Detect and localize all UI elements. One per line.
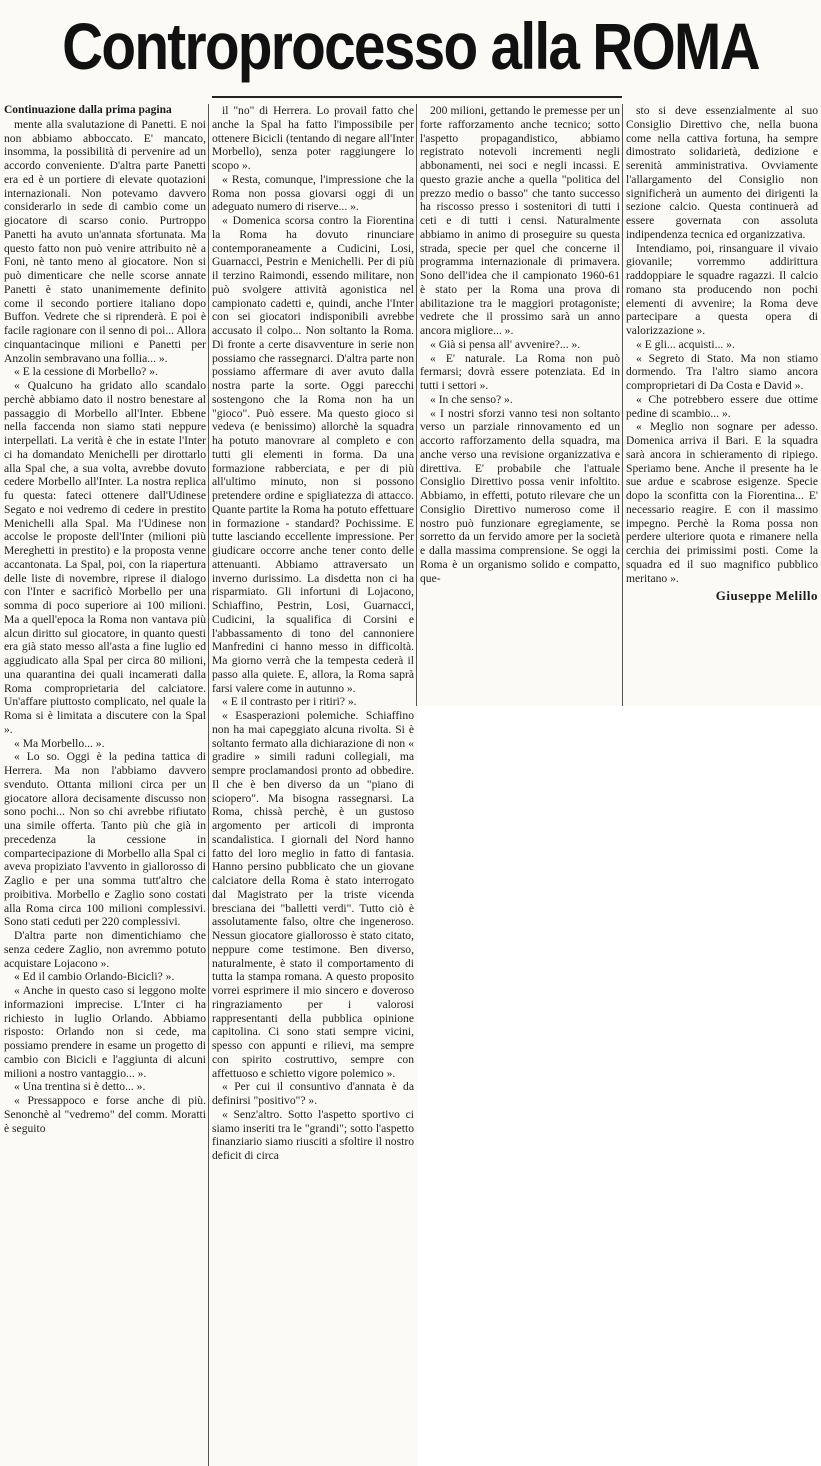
article-paragraph: Intendiamo, poi, rinsanguare il vivaio giovanile; vorremmo addirittura raddoppiare le squadre ragazzi. Il calcio romano sta producendo non pochi elementi di avvenire; la Roma deve partecipare a questa opera di valorizzazione ». bbox=[626, 241, 818, 337]
column-separator bbox=[208, 104, 209, 1466]
article-paragraph: sto si deve essenzialmente al suo Consiglio Direttivo che, nella buona come nella cattiva fortuna, ha sempre dimostrato solidarietà, dedizione e serenità amministrativa. Ovviamente l'allargamento del Consiglio non significherà un aumento dei dirigenti la sezione calcio. Questa continuerà ad essere governata con assoluta indipendenza tecnica ed organizzativa. bbox=[626, 104, 818, 241]
article-column-1 bbox=[4, 104, 206, 1466]
column-1-body bbox=[4, 118, 206, 1136]
article-paragraph: « Resta, comunque, l'impressione che la Roma non possa giovarsi oggi di un adeguato numero di riserve... ». bbox=[212, 172, 414, 214]
article-paragraph: « Anche in questo caso si leggono molte informazioni imprecise. L'Inter ci ha richiesto in luglio Orlando. Abbiamo risposto: Orlando non si cede, ma possiamo prendere in esame un progetto di cambio con Bicicli e l'aggiunta di alcuni milioni a nostro vantaggio... ». bbox=[4, 984, 206, 1080]
article-paragraph: « Esasperazioni polemiche. Schiaffino non ha mai capeggiato alcuna rivolta. Si è soltanto fermato alla dichiarazione di non « gradire » simili raduni collegiali, ma sempre proclamandosi pronto ad obbedire. Il che è ben diverso da un "piano di sciopero". Ma bisogna rassegnarsi. La Roma, chissà perchè, è un gustoso argomento per articoli di impronta scandalistica. I giornali del Nord hanno fatto del loro meglio in fatto di fantasia. Hanno persino pubblicato che un giovane calciatore della Roma è stato interrogato dal Magistrato per la triste vicenda bresciana dei "balletti verdi". Tutto ciò è assolutamente falso, oltre che ingeneroso. Nessun giocatore giallorosso è stato citato, neppure come testimone. Ben diverso, naturalmente, è stato il comportamento di tutta la stampa romana. A questo proposito vorrei esprimere il mio sincero e doveroso ringraziamento per i valorosi rappresentanti della pubblica opinione capitolina. Ci sono stati sempre vicini, spesso con appunti e rilievi, ma sempre con spirito costruttivo, sempre con affettuoso e schietto vigore polemico ». bbox=[212, 709, 414, 1080]
article-paragraph: 200 milioni, gettando le premesse per un forte rafforzamento anche tecnico; sotto l'aspetto propagandistico, abbiamo registrato notevoli incrementi negli abbonamenti, nei soci e negli incassi. E questo grazie anche a quella "politica del prezzo medio o basso" che tanto successo ha riscosso presso i sostenitori di tutti i ceti e di tutti i censi. Naturalmente abbiamo in animo di proseguire su questa strada, specie per quel che concerne il programma internazionale di primavera. Sono dell'idea che il campionato 1960-61 è stato per la Roma una prova di abilitazione tra le maggiori protagoniste; vedrete che il prossimo sarà un anno ancora migliore... ». bbox=[420, 104, 620, 337]
continuation-note: Continuazione dalla prima pagina bbox=[4, 104, 172, 116]
blank-area bbox=[418, 706, 821, 1466]
article-paragraph: « Lo so. Oggi è la pedina tattica di Herrera. Ma non l'abbiamo davvero svenduto. Ottanta milioni circa per un giocatore allora decisamente discusso non sono pochi... Non so chi avrebbe rifiutato una simile offerta. Tanto più che già in precedenza la cessione in compartecipazione di Morbello alla Spal ci aveva propiziato l'avvento in giallorosso di Zaglio e per una somma tutt'altro che proibitiva. Morbello e Zaglio sono costati alla Roma circa 100 milioni complessivi. Sono stati ceduti per 220 complessivi. bbox=[4, 750, 206, 929]
article-paragraph: « Già si pensa all' avvenire?... ». bbox=[430, 337, 581, 351]
article-paragraph: « Domenica scorsa contro la Fiorentina la Roma ha dovuto rinunciare contemporaneamente a Cudicini, Losi, Guarnacci, Pestrin e Menichelli. Per di più il terzino Raimondi, essendo militare, non può svolgere attività agonistica nel campionato cadetti e, quindi, anche l'Inter con sei giocatori indisponibili avrebbe accusato il colpo... Non soltanto la Roma. Di fronte a certe disavventure in serie non possiamo che rassegnarci. D'altra parte non possiamo affermare di aver avuto dalla nostra parte la sorte. Oggi parecchi sostengono che la Roma non ha un "gioco". Può essere. Ma questo gioco si vedeva (e benissimo) allorchè la squadra ha potuto manovrare al completo e con tutti gli elementi in forma. Da una formazione rabberciata, e per di più all'ultimo minuto, non si possono pretendere ordine e spigliatezza di attacco. Quante partite la Roma ha potuto effettuare in formazione - standard? Pochissime. E tutte lasciando eccellente impressione. Per giudicare occorre anche tener conto delle attenuanti. Abbiamo attraversato un inverno durissimo. La disdetta non ci ha risparmiato. Gli infortuni di Lojacono, Schiaffino, Pestrin, Losi, Guarnacci, Cudicini, la squalifica di Corsini e l'abbassamento di tono del cannoniere Manfredini ci hanno messo in difficoltà. Ma giorno verrà che la tempesta cederà il passo alla quiete. E, allora, la Roma saprà farsi valere come in autunno ». bbox=[212, 214, 414, 695]
article-paragraph: « E gli... acquisti... ». bbox=[636, 337, 735, 351]
article-paragraph: « Per cui il consuntivo d'annata è da definirsi "positivo"? ». bbox=[212, 1080, 414, 1107]
article-column-4 bbox=[626, 104, 818, 704]
article-headline: Controprocesso alla ROMA bbox=[62, 9, 759, 83]
article-paragraph: « Pressappoco e forse anche di più. Senonchè al "vedremo" del comm. Moratti è seguito bbox=[4, 1094, 206, 1135]
column-separator bbox=[622, 104, 623, 706]
article-paragraph: il "no" di Herrera. Lo provail fatto che anche la Spal ha fatto l'impossibile per ottenere Bicicli (tentando di negare all'Inter Morbello), senza poter raggiungere lo scopo ». bbox=[212, 104, 414, 172]
column-2-body bbox=[212, 104, 414, 1163]
article-paragraph: « Segreto di Stato. Ma non stiamo dormendo. Tra l'altro siamo ancora comproprietari di Da Costa e David ». bbox=[626, 351, 818, 392]
headline-rule bbox=[212, 96, 622, 98]
article-paragraph: « Ed il cambio Orlando-Bicicli? ». bbox=[14, 970, 175, 984]
article-column-2 bbox=[212, 104, 414, 1466]
article-paragraph: « Ma Morbello... ». bbox=[14, 736, 105, 750]
article-paragraph: « Meglio non sognare per adesso. Domenica arriva il Bari. E la squadra sarà ancora in schieramento di ripiego. Speriamo bene. Anche il presente ha le sue ardue e scabrose esigenze. Specie dopo la sconfitta con la Fiorentina... E' necessario reagire. E con il massimo impegno. Perchè la Roma possa non perdere ulteriore quota e rimanere nella cerchia dei primissimi posti. Come la squadra ed il suo magnifico pubblico meritano ». bbox=[626, 420, 818, 585]
column-3-body bbox=[420, 104, 620, 585]
column-4-body bbox=[626, 104, 818, 585]
article-column-3 bbox=[420, 104, 620, 704]
article-paragraph: mente alla svalutazione di Panetti. E noi non abbiamo abboccato. E' mancato, insomma, la possibilità di pervenire ad un accordo conveniente. D'altra parte Panetti era ed è un portiere di elevate quotazioni internazionali. Non potevamo davvero considerarlo in sede di cambio come un giocatore di scarso conio. Purtroppo Panetti ha avuto un'annata sfortunata. Ma questo fatto non può venire attribuito nè a Foni, nè tanto meno al giocatore. Non si può dimenticare che nelle scorse annate Panetti è stato unanimemente definito come il secondo portiere italiano dopo Buffon. Vedrete che si riprenderà. E poi è facile ragionare con il senno di poi... Allora cinquantacinque milioni e Panetti per Anzolin sembravano una follia... ». bbox=[4, 117, 206, 365]
article-paragraph: « Una trentina si è detto... ». bbox=[14, 1080, 146, 1094]
article-paragraph: D'altra parte non dimentichiamo che senza cedere Zaglio, non avremmo potuto acquistare Lojacono ». bbox=[4, 929, 206, 970]
article-paragraph: « E la cessione di Morbello? ». bbox=[14, 365, 158, 379]
article-paragraph: « Qualcuno ha gridato allo scandalo perchè abbiamo dato il nostro benestare al passaggio di Morbello all'Inter. Ebbene nella faccenda non siamo stati neppure interpellati. La verità è che in estate l'Inter ci ha domandato Menichelli per dirottarlo alla Spal che, a sua volta, avrebbe dovuto cedere Morbello all'Inter. La nostra replica fu questa: fateci ottenere dall'Udinese Segato e noi vedremo di cedere in prestito Menichelli alla Spal. Ma l'Udinese non accolse le proposte dell'Inter (milioni più Mereghetti in prestito) e la proposta venne accantonata. La Spal, poi, con la riapertura delle liste di novembre, riprese il dialogo con l'Inter e sacrificò Morbello per una somma di poco superiore ai 100 milioni. Ma a quell'epoca la Roma non vantava più alcun diritto sul giocatore, in quanto questi era già stato messo all'asta a fine luglio ed aggiudicato alla Spal per circa 80 milioni, una quarantina dei quali incamerati dalla Roma comproprietaria del calciatore. Un'affare piuttosto complicato, nel quale la Roma si è limitata a discutere con la Spal ». bbox=[4, 379, 206, 736]
author-signature: Giuseppe Melillo bbox=[715, 588, 818, 604]
article-paragraph: « E' naturale. La Roma non può fermarsi; dovrà essere potenziata. Ed in tutti i settori ». bbox=[420, 351, 620, 392]
article-paragraph: « I nostri sforzi vanno tesi non soltanto verso un parziale rinnovamento ed un accorto rafforzamento della squadra, ma anche verso una revisione organizzativa e direttiva. E' probabile che l'attuale Consiglio Direttivo possa venir infoltito. Abbiamo, in effetti, potuto rilevare che un Consiglio Direttivo numeroso come il nostro può funzionare egregiamente, se sorretto da un fervido amore per la società e dalla massima comprensione. Se oggi la Roma è un organismo solido e compatto, que- bbox=[420, 406, 620, 585]
article-paragraph: « E il contrasto per i ritiri? ». bbox=[222, 695, 357, 709]
article-paragraph: « Che potrebbero essere due ottime pedine di scambio... ». bbox=[626, 392, 818, 420]
article-paragraph: « Senz'altro. Sotto l'aspetto sportivo ci siamo inseriti tra le "grandi"; sotto l'aspetto finanziario siamo riusciti a sfoltire il nostro deficit di circa bbox=[212, 1107, 414, 1162]
column-separator bbox=[416, 104, 417, 706]
article-paragraph: « In che senso? ». bbox=[430, 392, 513, 406]
